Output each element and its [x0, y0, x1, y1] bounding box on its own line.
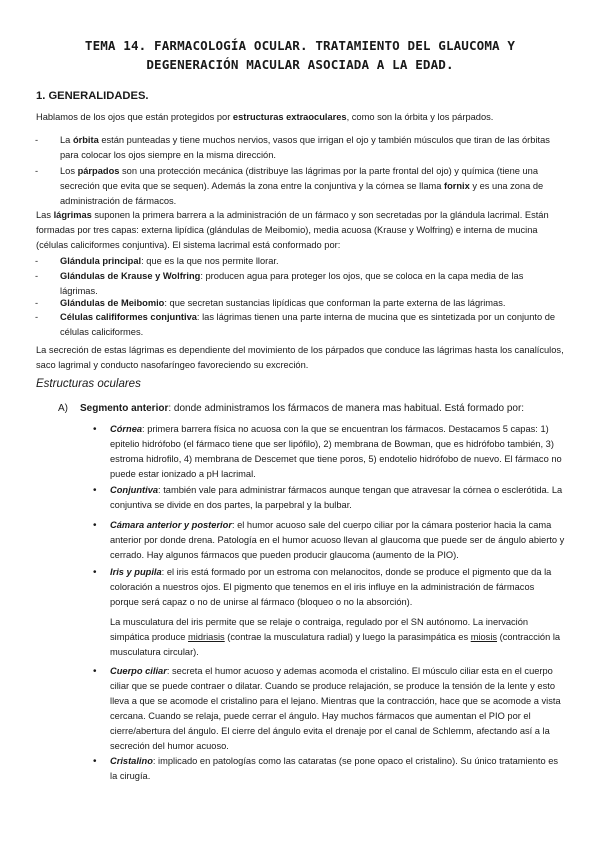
title-line-1: TEMA 14. FARMACOLOGÍA OCULAR. TRATAMIENTO DEL GLAUCOMA Y — [84, 38, 516, 53]
section-a-letter: A) — [58, 403, 68, 414]
bullet-cristalino: • Cristalino: implicado en patologías como las cataratas (se pone opaco el cristalino). Su único tratamiento es la cirugía. — [93, 756, 559, 782]
bullet-cuerpo-ciliar: • Cuerpo ciliar: secreta el humor acuoso y ademas acomoda el cristalino. El músculo ciliar esta en el cuerpo ciliar que se puede contraer o dilatar. Cuando se produce relajación, se produce la tensión de la lente y esto lleva a que se acomode el cristalino para el lejano. Mientras que la contracción, hace que se acomode a vista cercana. Cuando se relaja, puede cerrar el ángulo. Hay muchos fármacos que aumentan el PIO por el cierre/abertura del ángulo. El cierre del ángulo evita el drenaje por el canal de Schlemm, afectando así a la secreción del humor acuoso. — [93, 666, 561, 752]
list-marker: - — [35, 312, 39, 322]
secrecion-paragraph: La secreción de estas lágrimas es dependiente del movimiento de los párpados que conduce las lágrimas hasta los canalículos, saco lagrimal y conducto nasofaríngeo favoreciendo su excreción. — [36, 345, 564, 371]
bullet-iris-pupila: • Iris y pupila: el iris está formado por un estroma con melanocitos, donde se produce el pigmento que da la coloración a nuestros ojos. El pigmento que tenemos en el iris influye en la administración de fármacos porque será capaz o no de unirse al fármaco (bloqueo o no la absorción). — [93, 567, 552, 608]
section-a-segmento-anterior: A) Segmento anterior: donde administramos los fármacos de manera mas habitual. Está formado por: — [58, 403, 525, 414]
miosis-term: miosis — [470, 632, 498, 643]
bullet-cornea: • Córnea: primera barrera física no acuosa con la que se encuentran los fármacos. Destacamos 5 capas: 1) epitelio hidrófobo (el fármaco tiene que ser lipófilo), 2) membrana de Bowman, que es hidrófobo también, 3) estroma hidrofilo, 4) membrana de Descemet que tiene poros, 5) endotelio hidrófobo de nuevo. El fármaco no puede estar ionizado a pH lacrimal. — [93, 424, 562, 480]
list-marker: - — [35, 271, 39, 281]
document-title — [30, 36, 570, 74]
subheading-estructuras-oculares: Estructuras oculares — [36, 378, 141, 390]
bullet-conjuntiva: • Conjuntiva: también vale para administrar fármacos aunque tengan que atravesar la córnea o esclerótida. La conjuntiva se divide en dos partes, la parpebral y la bulbar. — [93, 485, 563, 511]
list-item-orbita: - La órbita están punteadas y tiene muchos nervios, vasos que irrigan el ojo y también músculos que tiran de las órbitas para colocar los ojos siempre en la misma dirección. — [35, 135, 550, 161]
lagrimas-paragraph: Las lágrimas suponen la primera barrera a la administración de un fármaco y son secretadas por la glándula lacrimal. Están formadas por tres capas: externa lipídica (glándulas de Meibomio), media acuosa (Krause y Wolfring) e interna de mucina (células caliciformes conjuntiva). El sistema lacrimal está conformado por: — [36, 210, 549, 251]
iris-musculatura-paragraph: La musculatura del iris permite que se relaje o contraiga, regulado por el SN autónomo. La inervación simpática produce midriasis (contrae la musculatura radial) y luego la parasimpática es miosis (contracción la musculatura circular). — [110, 617, 561, 658]
list-marker: - — [35, 298, 39, 308]
bullet-marker: • — [93, 485, 97, 496]
bullet-marker: • — [93, 666, 97, 677]
list-marker: - — [35, 166, 39, 176]
midriasis-term: midriasis — [188, 632, 225, 643]
section-heading-generalidades: 1. GENERALIDADES. — [36, 90, 149, 102]
intro-paragraph: Hablamos de los ojos que están protegidos por estructuras extraoculares, como son la órbita y los párpados. — [36, 112, 494, 122]
list-item-glandula-principal: - Glándula principal: que es la que nos permite llorar. — [60, 254, 560, 269]
list-item-glandulas-meibomio: - Glándulas de Meibomio: que secretan sustancias lipídicas que conforman la parte externa de las lágrimas. — [60, 296, 560, 311]
bullet-marker: • — [93, 756, 97, 767]
list-item-parpados: - Los párpados son una protección mecánica (distribuye las lágrimas por la parte frontal del ojo) y química (tiene una secreción que evita que se sequen). Además la zona entre la conjuntiva y la córnea se llama fornix y es una zona de administración de fármacos. — [35, 166, 544, 207]
title-line-2: DEGENERACIÓN MACULAR ASOCIADA A LA EDAD. — [146, 57, 454, 72]
bullet-marker: • — [93, 424, 97, 435]
list-marker: - — [35, 135, 39, 145]
list-marker: - — [35, 256, 39, 266]
list-item-glandulas-krause: - Glándulas de Krause y Wolfring: producen agua para proteger los ojos, que se coloca en la capa media de las lágrimas. — [35, 271, 524, 297]
list-item-celulas-calififormes: - Células calififormes conjuntiva: las lágrimas tienen una parte interna de mucina que es sintetizada por un conjunto de células caliciformes. — [35, 312, 556, 338]
bullet-camara: • Cámara anterior y posterior: el humor acuoso sale del cuerpo ciliar por la cámara posterior hacia la cama anterior por donde drena. Patología en el humor acuoso llevan al glaucoma que puede ser de ángulo abierto y cerrado. Hay algunos fármacos que pueden producir glaucoma (aumento de la PIO). — [93, 520, 565, 561]
bullet-marker: • — [93, 567, 97, 578]
bullet-marker: • — [93, 520, 97, 531]
